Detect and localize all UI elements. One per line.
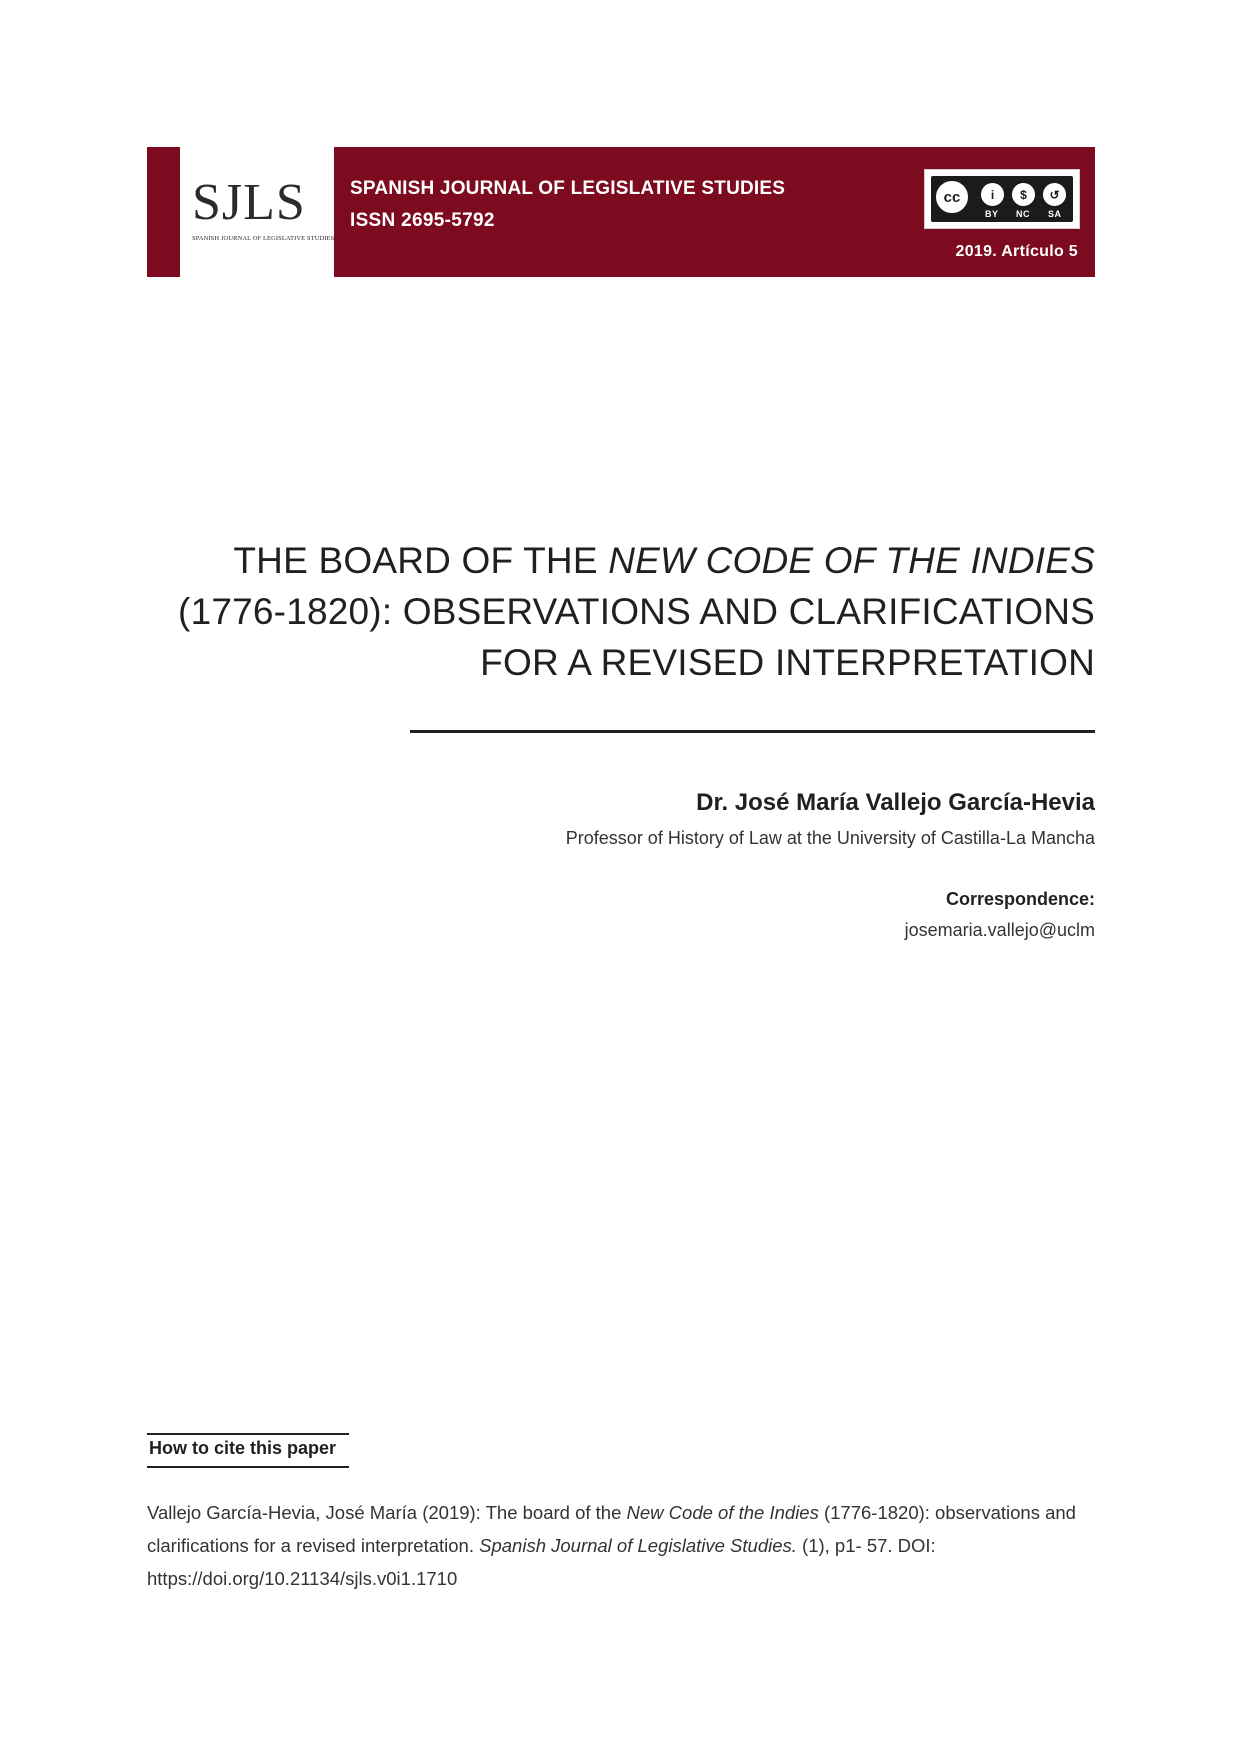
citation-part: Vallejo García-Hevia, José María (2019): The board of the <box>147 1502 627 1523</box>
author-name: Dr. José María Vallejo García-Hevia <box>696 789 1095 816</box>
license-nc-label: NC <box>1016 209 1030 219</box>
citation-journal: Spanish Journal of Legislative Studies. <box>479 1535 797 1556</box>
citation-doi[interactable]: (1), p1- 57. DOI: https://doi.org/10.21134/sjls.v0i1.1710 <box>147 1535 936 1589</box>
cite-divider-bottom <box>147 1466 349 1468</box>
title-divider <box>410 730 1095 733</box>
title-italic: NEW CODE OF THE INDIES <box>608 540 1095 581</box>
citation-italic: New Code of the Indies <box>626 1502 819 1523</box>
author-affiliation: Professor of History of Law at the University of Castilla-La Mancha <box>565 828 1095 848</box>
cite-divider-top <box>147 1433 349 1435</box>
journal-name: SPANISH JOURNAL OF LEGISLATIVE STUDIES <box>350 178 786 199</box>
correspondence-label: Correspondence: <box>945 889 1095 909</box>
license-sa-label: SA <box>1048 209 1062 219</box>
citation-part: (1776-1820): observations and clarifications for a revised interpretation. <box>147 1502 1076 1556</box>
title-line-1 <box>135 535 1095 586</box>
cite-heading: How to cite this paper <box>149 1438 337 1458</box>
year-article: 2019. Artículo 5 <box>955 243 1078 260</box>
cc-license-badge[interactable] <box>924 169 1080 229</box>
header-accent-bar <box>147 147 180 277</box>
correspondence-email[interactable]: josemaria.vallejo@uclm <box>904 920 1095 940</box>
sa-icon: ↺ <box>1041 181 1068 208</box>
journal-logo <box>180 147 334 277</box>
paper-title <box>135 535 1095 688</box>
license-by-label: BY <box>985 209 999 219</box>
journal-issn: ISSN 2695-5792 <box>350 210 495 231</box>
citation-text <box>147 1496 1095 1595</box>
logo-subtitle: SPANISH JOURNAL OF LEGISLATIVE STUDIES <box>192 235 335 242</box>
nc-icon: $ <box>1010 181 1037 208</box>
journal-header <box>334 147 1095 277</box>
title-text: THE BOARD OF THE <box>233 540 609 581</box>
title-line-3: FOR A REVISED INTERPRETATION <box>480 642 1095 683</box>
cc-icon: cc <box>933 178 971 216</box>
logo-text: SJLS <box>192 174 306 231</box>
cc-license-icon <box>931 176 1073 222</box>
title-line-2: (1776-1820): OBSERVATIONS AND CLARIFICATIONS <box>178 591 1095 632</box>
by-icon: i <box>979 181 1006 208</box>
